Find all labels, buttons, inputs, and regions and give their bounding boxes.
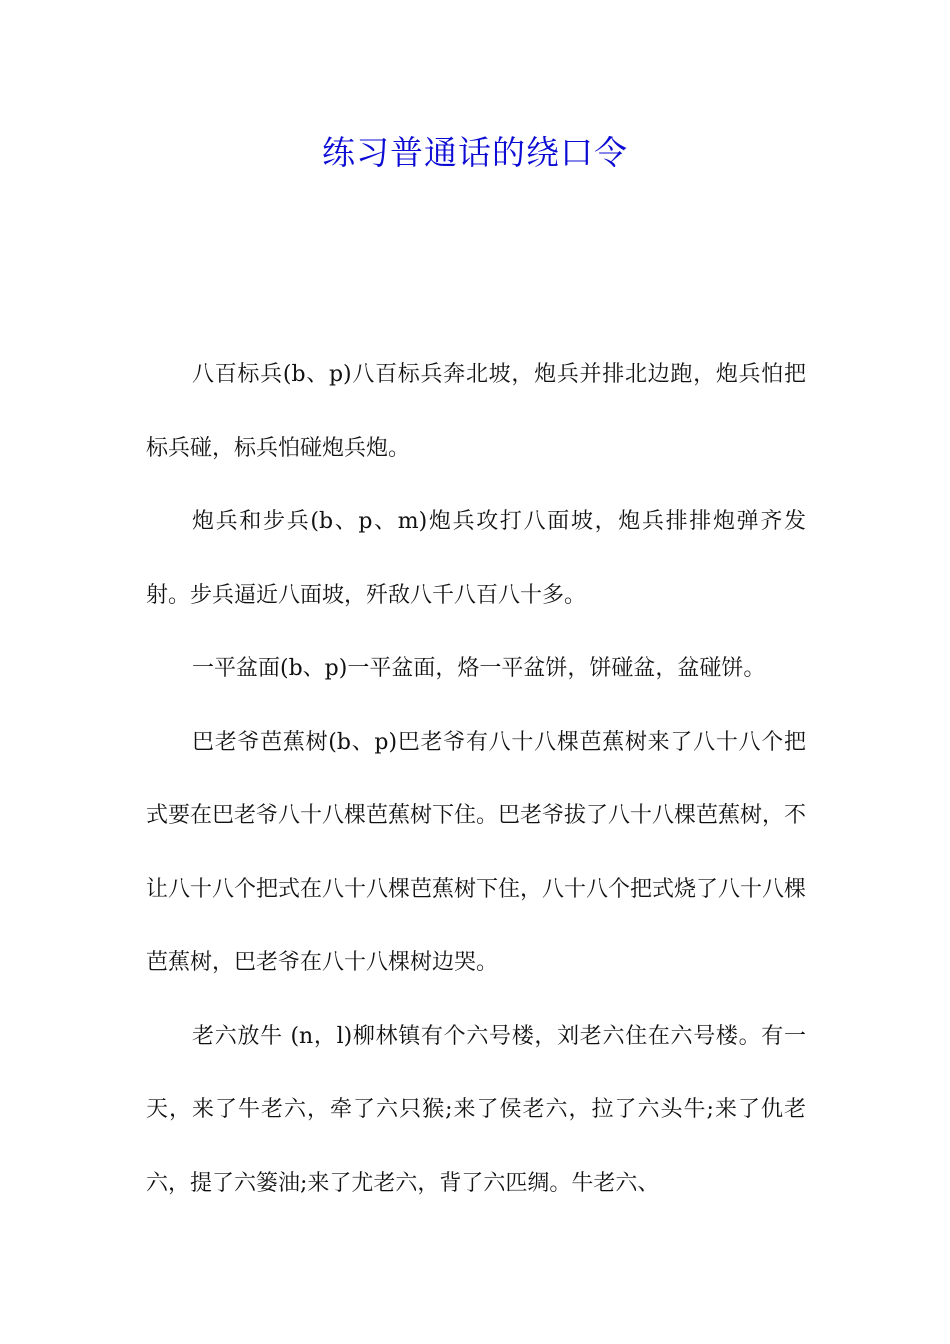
document-body xyxy=(146,338,806,1220)
paragraph-yiping-penmian: 一平盆面(b、p)一平盆面，烙一平盆饼，饼碰盆，盆碰饼。 xyxy=(192,656,766,681)
paragraph-babai-biaobing: 八百标兵(b、p)八百标兵奔北坡，炮兵并排北边跑，炮兵怕把标兵碰，标兵怕碰炮兵炮。 xyxy=(146,362,806,461)
paragraph-paobing-bubing: 炮兵和步兵(b、p、m)炮兵攻打八面坡，炮兵排排炮弹齐发射。步兵逼近八面坡，歼敌八千八百八十多。 xyxy=(146,509,806,608)
paragraph-laoliu-fangniu: 老六放牛 (n，l)柳林镇有个六号楼，刘老六住在六号楼。有一天，来了牛老六，牵了六只猴;来了侯老六，拉了六头牛;来了仇老六，提了六篓油;来了尤老六，背了六匹绸。牛老六、 xyxy=(146,1023,806,1196)
document-title: 练习普通话的绕口令 xyxy=(322,133,628,172)
paragraph-ba-laoye-bajiao: 巴老爷芭蕉树(b、p)巴老爷有八十八棵芭蕉树来了八十八个把式要在巴老爷八十八棵芭蕉树下住。巴老爷拔了八十八棵芭蕉树，不让八十八个把式在八十八棵芭蕉树下住，八十八个把式烧了八十八棵芭蕉树，巴老爷在八十八棵树边哭。 xyxy=(146,729,807,975)
